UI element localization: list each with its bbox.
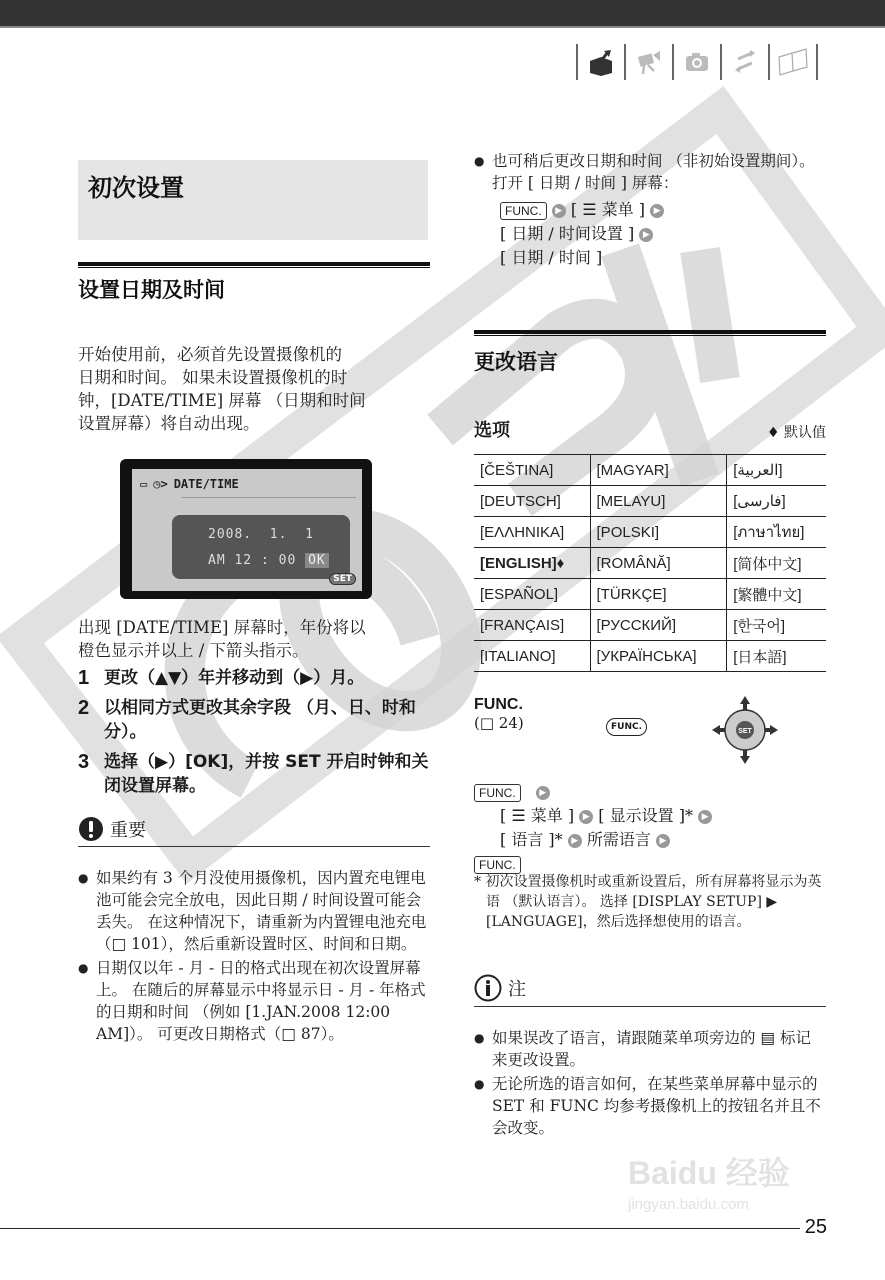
func-button-label: FUNC.: [474, 784, 521, 802]
important-title: 重要: [110, 820, 146, 841]
camera-mode-icon: ▭: [140, 477, 148, 491]
language-section-title: 更改语言: [474, 350, 558, 374]
desired-language-label: 所需语言: [586, 830, 651, 849]
step-text: 更改（▲▼）年并移动到（▶）月。: [104, 668, 365, 688]
note-header: [474, 974, 826, 1007]
arrow-icon: ▶: [698, 810, 712, 824]
language-label: [ 语言 ]*: [500, 830, 563, 849]
baidu-url: jingyan.baidu.com: [628, 1196, 749, 1213]
bullet-item: ● 无论所选的语言如何，在某些菜单屏幕中显示的 SET 和 FUNC 均参考摄像机上的按钮名并且不会改变。: [474, 1073, 826, 1139]
datetime-menu-path: [474, 198, 826, 270]
arrow-icon: ▶: [552, 204, 566, 218]
lcd-title: [140, 477, 239, 491]
language-procedure: [474, 780, 826, 876]
language-option: [УКРАЇНСЬКА]: [590, 641, 727, 672]
language-option: [TÜRKÇE]: [590, 579, 727, 610]
language-option: [РУССКИЙ]: [590, 610, 727, 641]
exclamation-icon: [78, 816, 104, 842]
step-1: [78, 666, 430, 690]
lcd-date: 2008. 1. 1: [208, 527, 314, 542]
language-option: [POLSKI]: [590, 517, 727, 548]
bullet-item: ● 如果误改了语言，请跟随菜单项旁边的 ▤ 标记来更改设置。: [474, 1027, 826, 1071]
bullet-text: 也可稍后更改日期和时间 （非初始设置期间）。 打开 [ 日期 / 时间 ] 屏幕：: [492, 152, 815, 192]
top-bar: [0, 0, 885, 28]
func-block: [474, 696, 826, 766]
bullet-item: ● 也可稍后更改日期和时间 （非初始设置期间）。 打开 [ 日期 / 时间 ] 屏幕：: [474, 150, 826, 194]
page-number: 25: [804, 1216, 827, 1238]
note-title: 注: [508, 979, 526, 1000]
language-section: [474, 330, 826, 672]
page-reference: (□ 24): [474, 714, 524, 732]
bullet-text: 如果误改了语言，请跟随菜单项旁边的 ▤ 标记来更改设置。: [492, 1029, 812, 1069]
bullet-item: ● 如果约有 3 个月没使用摄像机，因内置充电锂电池可能会完全放电，因此日期 / 时间设置可能会丢失。 在这种情况下，请重新为内置锂电池充电（□ 101），然后重新设置时区、时间和日期。: [78, 867, 430, 955]
lcd-title-text: DATE/TIME: [173, 477, 239, 491]
later-change-section: [474, 150, 826, 270]
func-title: FUNC.: [474, 696, 523, 713]
steps-section: [78, 616, 430, 798]
default-legend: ♦ 默认值: [766, 425, 826, 441]
section-title-box: [78, 160, 428, 240]
subsection-title: 设置日期及时间: [78, 278, 225, 302]
info-icon: [474, 974, 502, 1002]
datetime-setup-icon: ◷>: [153, 477, 168, 491]
arrow-icon: ▶: [568, 834, 582, 848]
after-lcd-text: [78, 616, 430, 662]
bullet-text: 无论所选的语言如何，在某些菜单屏幕中显示的 SET 和 FUNC 均参考摄像机上的按钮名并且不会改变。: [492, 1075, 821, 1137]
language-option: [ROMÂNĂ]: [590, 548, 727, 579]
step-number: 1: [78, 667, 90, 689]
lcd-datetime-box: [172, 515, 350, 579]
language-option: [فارسی]: [727, 486, 826, 517]
footnote: * 初次设置摄像机时或重新设置后，所有屏幕将显示为英语 （默认语言）。 选择 [DISPLAY SETUP] ▶ [LANGUAGE]，然后选择想使用的语言。: [474, 874, 822, 930]
table-row: [474, 486, 826, 517]
lcd-time-row: [208, 553, 329, 568]
language-option: [FRANÇAIS]: [474, 610, 590, 641]
lcd-time: AM 12 : 00: [208, 553, 297, 568]
section-title: 初次设置: [88, 174, 184, 202]
table-row: [474, 517, 826, 548]
intro-line: 钟，[DATE/TIME] 屏幕 （日期和时间: [78, 391, 366, 410]
lcd-screen-illustration: [120, 459, 372, 599]
language-option: [MAGYAR]: [590, 455, 727, 486]
svg-text:SET: SET: [738, 728, 752, 735]
language-option: [ČEŠTINA]: [474, 455, 590, 486]
intro-paragraph: [78, 343, 430, 435]
baidu-logo: Baidu 经验: [628, 1155, 790, 1191]
language-option: [ΕΛΛΗΝΙΚΑ]: [474, 517, 590, 548]
language-option: [العربية]: [727, 455, 826, 486]
language-option-default: [ENGLISH]♦: [474, 548, 590, 579]
note-section: [474, 974, 826, 1139]
arrow-icon: ▶: [656, 834, 670, 848]
joystick-icon: [712, 696, 778, 764]
table-row: [474, 610, 826, 641]
func-button-label: FUNC.: [474, 856, 521, 874]
datetime-section: [78, 262, 430, 304]
book-icon[interactable]: [770, 44, 816, 80]
intro-line: 开始使用前，必须首先设置摄像机的: [78, 345, 342, 364]
language-option: [DEUTSCH]: [474, 486, 590, 517]
bullet-text: 如果约有 3 个月没使用摄像机，因内置充电锂电池可能会完全放电，因此日期 / 时间设置可能会丢失。 在这种情况下，请重新为内置锂电池充电（□ 101），然后重新设置时区、时间和日期。: [96, 869, 427, 953]
datetime-label: [ 日期 / 时间 ]: [500, 248, 603, 267]
important-header: [78, 816, 430, 847]
arrow-icon: ▶: [639, 228, 653, 242]
options-label: 选项: [474, 420, 510, 441]
setup-box-icon[interactable]: [578, 44, 624, 80]
bullet-text: 日期仅以年 - 月 - 日的格式出现在初次设置屏幕上。 在随后的屏幕显示中将显示日 - 月 - 年格式的日期和时间 （例如 [1.JAN.2008 12:00 AM]）。 可更改日期格式（□ 87）。: [96, 959, 426, 1043]
lcd-set-icon: SET: [329, 573, 356, 585]
menu-label: [ ☰ 菜单 ]: [570, 200, 645, 219]
section-rule: [78, 262, 430, 268]
language-option: [ภาษาไทย]: [727, 517, 826, 548]
display-setup-label: [ 显示设置 ]*: [598, 806, 693, 825]
menu-label: [ ☰ 菜单 ]: [500, 806, 575, 825]
language-option: [简体中文]: [727, 548, 826, 579]
language-option: [한국어]: [727, 610, 826, 641]
step-number: 2: [78, 697, 90, 719]
arrow-icon: ▶: [536, 786, 550, 800]
language-option: [繁體中文]: [727, 579, 826, 610]
table-row: [474, 455, 826, 486]
step-text: 选择（▶）[OK]，并按 SET 开启时钟和关闭设置屏幕。: [104, 752, 429, 796]
transfer-arrows-icon[interactable]: [722, 44, 768, 80]
step-3: [78, 750, 430, 798]
intro-line: 设置屏幕）将自动出现。: [78, 414, 260, 433]
func-button-icon: FUNC.: [606, 718, 647, 736]
language-option: [日本語]: [727, 641, 826, 672]
text-line: 出现 [DATE/TIME] 屏幕时，年份将以: [78, 618, 366, 637]
intro-line: 日期和时间。 如果未设置摄像机的时: [78, 368, 348, 387]
language-option: [MELAYU]: [590, 486, 727, 517]
text-line: 橙色显示并以上 / 下箭头指示。: [78, 641, 309, 660]
baidu-watermark: [628, 1148, 790, 1213]
step-number: 3: [78, 751, 90, 773]
bullet-item: ● 日期仅以年 - 月 - 日的格式出现在初次设置屏幕上。 在随后的屏幕显示中将显示日 - 月 - 年格式的日期和时间 （例如 [1.JAN.2008 12:00 AM]）。 可更改日期格式（□ 87）。: [78, 957, 430, 1045]
section-rule: [474, 330, 826, 336]
language-option: [ITALIANO]: [474, 641, 590, 672]
arrow-icon: ▶: [650, 204, 664, 218]
table-row: [474, 641, 826, 672]
photo-camera-icon[interactable]: [674, 44, 720, 80]
footer-rule: [0, 1228, 800, 1229]
important-section: [78, 816, 430, 1045]
step-text: 以相同方式更改其余字段 （月、日、时和分）。: [104, 698, 416, 742]
chapter-nav: [576, 44, 818, 80]
step-2: [78, 696, 430, 744]
language-table: [474, 454, 826, 672]
datetime-setup-label: [ 日期 / 时间设置 ]: [500, 224, 635, 243]
video-camera-icon[interactable]: [626, 44, 672, 80]
language-option: [ESPAÑOL]: [474, 579, 590, 610]
table-row: [474, 579, 826, 610]
arrow-icon: ▶: [579, 810, 593, 824]
table-row: [474, 548, 826, 579]
lcd-ok-button: OK: [305, 553, 329, 568]
func-button-label: FUNC.: [500, 202, 547, 220]
